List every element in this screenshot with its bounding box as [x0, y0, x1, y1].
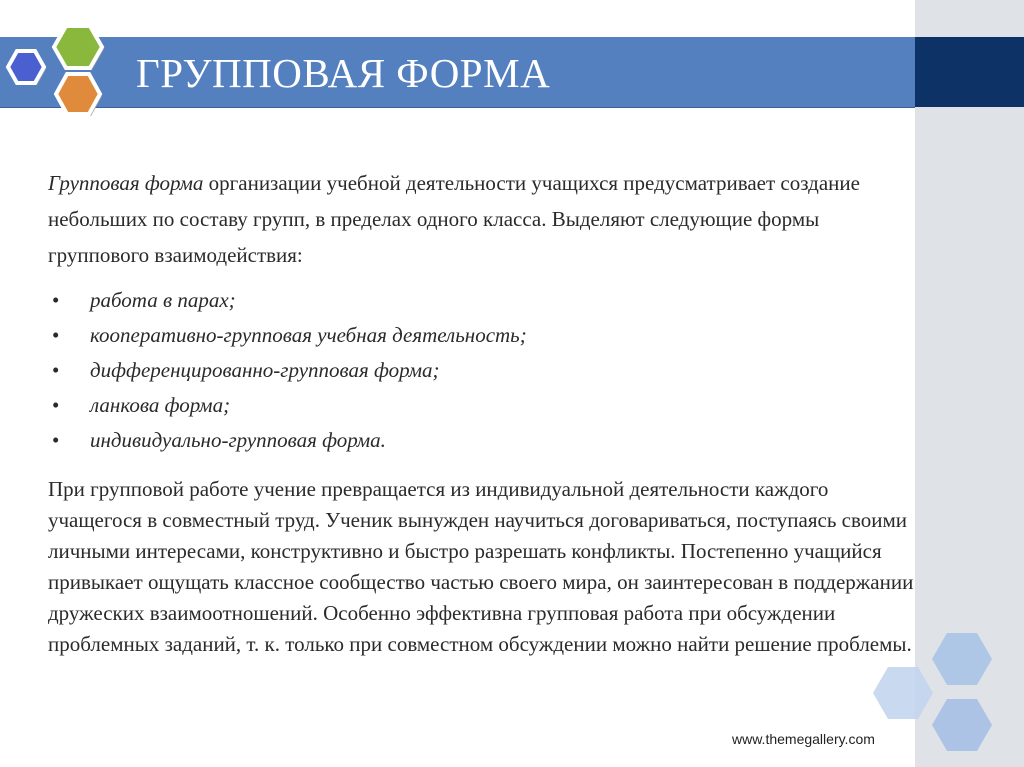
title-bar-accent: [915, 37, 1024, 107]
hexagon-logo-icon: [0, 14, 125, 124]
slide-content: [48, 165, 918, 660]
hexagon-green-icon: [54, 26, 102, 68]
list-item-text: дифференцированно-групповая форма;: [90, 358, 440, 382]
bullet-icon: •: [52, 288, 60, 312]
intro-paragraph: [48, 165, 918, 273]
list-item-text: ланкова форма;: [90, 393, 231, 417]
bullet-icon: •: [52, 428, 60, 452]
page-title: ГРУППОВАЯ ФОРМА: [136, 50, 551, 96]
footer-url: www.themegallery.com: [732, 731, 875, 747]
list-item-text: индивидуально-групповая форма.: [90, 428, 386, 452]
forms-list: [48, 283, 918, 458]
bullet-icon: •: [52, 323, 60, 347]
list-item: [48, 353, 918, 388]
bullet-icon: •: [52, 358, 60, 382]
list-item: [48, 423, 918, 458]
intro-text: организации учебной деятельности учащихся предусматривает создание небольших по составу групп, в пределах одного класса. Выделяют следующие формы группового взаимодействия:: [48, 171, 860, 267]
decorative-hexagons-icon: [855, 625, 1010, 767]
list-item: [48, 318, 918, 353]
list-item: [48, 283, 918, 318]
bullet-icon: •: [52, 393, 60, 417]
outro-paragraph: При групповой работе учение превращается из индивидуальной деятельности каждого учащегося в совместный труд. Ученик вынужден научиться договариваться, поступаясь своими личными интересами, конструктивно и быстро разрешать конфликты. Постепенно учащийся привыкает ощущать классное сообщество частью своего мира, он заинтересован в поддержании дружеских взаимоотношений. Особенно эффективна групповая работа при обсуждении проблемных заданий, т. к. только при совместном обсуждении можно найти решение проблемы.: [48, 477, 914, 656]
list-item-text: кооперативно-групповая учебная деятельность;: [90, 323, 527, 347]
list-item-text: работа в парах;: [90, 288, 236, 312]
hexagon-orange-icon: [56, 74, 100, 114]
list-item: [48, 388, 918, 423]
intro-emphasis: Групповая форма: [48, 171, 204, 195]
